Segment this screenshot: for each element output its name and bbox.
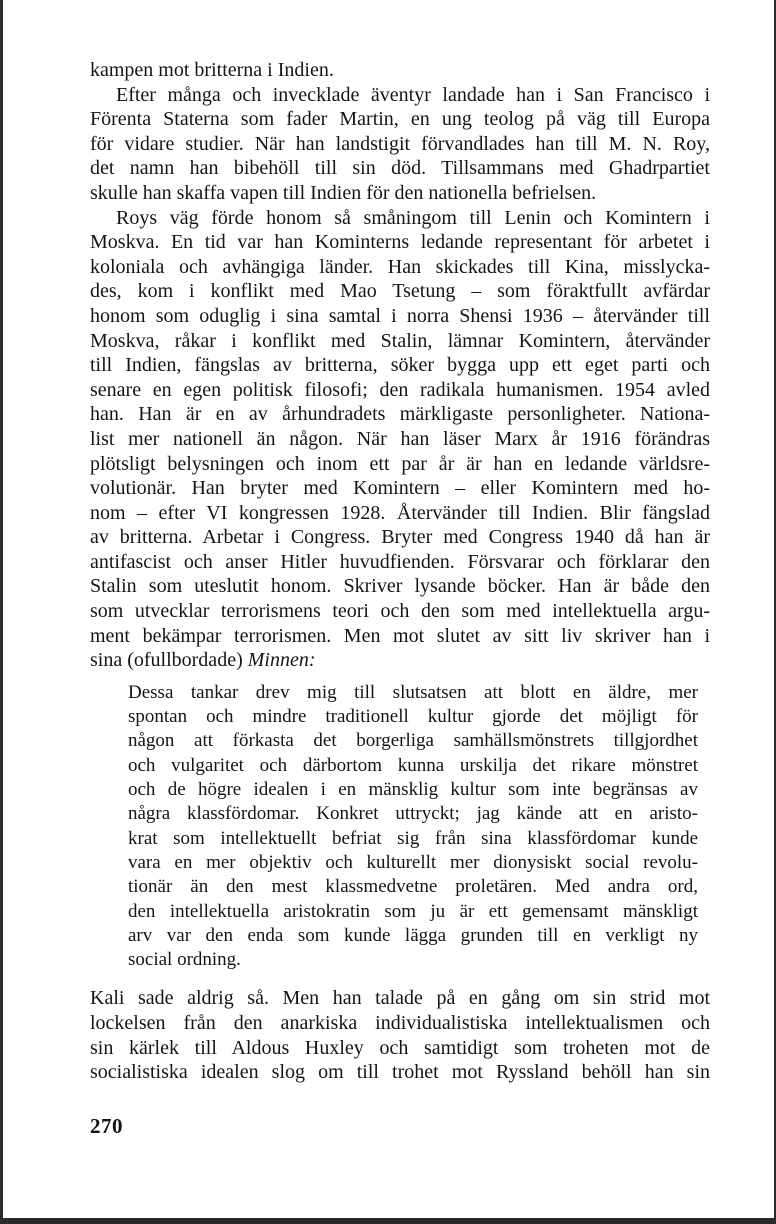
scan-border-bottom	[0, 1218, 776, 1224]
book-title: Minnen:	[247, 649, 316, 672]
text-line: Roys väg förde honom så småningom till Lenin och Komintern i	[116, 206, 710, 229]
paragraph-1	[90, 58, 710, 83]
text-line: skulle han skaffa vapen till Indien för den nationella befrielsen.	[90, 181, 597, 204]
block-quote	[128, 681, 698, 973]
text-line: Efter många och invecklade äventyr landade han i San Francisco i	[116, 83, 710, 106]
text-line: list mer nationell än någon. När han läser Marx år 1916 förändras	[90, 427, 710, 450]
text-line: antifascist och anser Hitler huvudfienden. Försvarar och förklarar den	[90, 550, 710, 573]
text-line: som utvecklar terrorismens teori och den som med intellektuella argu-	[90, 600, 710, 623]
quote-line: och de högre idealen i en mänsklig kultur som inte begränsas av	[128, 779, 698, 801]
text-line: för vidare studier. När han landstigit förvandlades han till M. N. Roy,	[90, 132, 710, 155]
quote-line: social ordning.	[128, 949, 241, 971]
quote-line: arv var den enda som kunde lägga grunden till en verkligt ny	[128, 924, 698, 946]
text-line: Moskva, råkar i konflikt med Stalin, lämnar Komintern, återvänder	[90, 329, 710, 352]
quote-line: någon att förkasta det borgerliga samhällsmönstrets tillgjordhet	[128, 730, 698, 752]
text-line: ment bekämpar terrorismen. Men mot slutet av sitt liv skriver han i	[90, 624, 710, 647]
quote-line: krat som intellektuellt befriat sig från sina klassfördomar kunde	[128, 827, 698, 849]
text-line: sin kärlek till Aldous Huxley och samtidigt som troheten mot de	[90, 1036, 710, 1059]
quote-line: tionär än den mest klassmedvetne proletären. Med andra ord,	[128, 876, 698, 898]
quote-line: den intellektuella aristokratin som ju är ett gemensamt mänskligt	[128, 900, 698, 922]
page-body	[90, 58, 710, 1085]
text-line: socialistiska idealen slog om till trohet mot Ryssland behöll han sin	[90, 1061, 710, 1084]
text-line: Stalin som uteslutit honom. Skriver lysande böcker. Han är både den	[90, 575, 710, 598]
text-line: nom – efter VI kongressen 1928. Återvänder till Indien. Blir fängslad	[90, 501, 710, 524]
text-line: han. Han är en av århundradets märkligaste personligheter. Nationa-	[90, 403, 710, 426]
text-line: Moskva. En tid var han Kominterns ledande representant för arbetet i	[90, 231, 710, 254]
text-run: sina (ofullbordade)	[90, 649, 248, 672]
text-line: senare en egen politisk filosofi; den radikala humanismen. 1954 avled	[90, 378, 710, 401]
page-number: 270	[90, 1114, 123, 1138]
text-line: Kali sade aldrig så. Men han talade på en gång om sin strid mot	[90, 987, 710, 1010]
paragraph-3	[90, 206, 710, 673]
quote-line: Dessa tankar drev mig till slutsatsen att blott en äldre, mer	[128, 681, 698, 703]
paragraph-2	[90, 83, 710, 206]
text-line	[90, 648, 710, 673]
paragraph-4	[90, 986, 710, 1084]
text-line: av britterna. Arbetar i Congress. Bryter med Congress 1940 då han är	[90, 526, 710, 549]
text-line: volutionär. Han bryter med Komintern – eller Komintern med ho-	[90, 477, 710, 500]
quote-line: och vulgaritet och därbortom kunna urskilja det rikare mönstret	[128, 754, 698, 776]
text-line: Förenta Staterna som fader Martin, en ung teolog på väg till Europa	[90, 108, 710, 131]
text-line: plötsligt belysningen och inom ett par år är han en ledande världsre-	[90, 452, 710, 475]
quote-line: några klassfördomar. Konkret uttryckt; jag kände att en aristo-	[128, 803, 698, 825]
text-line: lockelsen från den anarkiska individualistiska intellektualismen och	[90, 1012, 710, 1034]
quote-line: vara en mer objektiv och kulturellt mer dionysiskt social revolu-	[128, 851, 698, 873]
text-line: des, kom i konflikt med Mao Tsetung – som föraktfullt avfärdar	[90, 280, 710, 303]
text-line: till Indien, fängslas av britterna, söker bygga upp ett eget parti och	[90, 354, 710, 377]
text-line: kampen mot britterna i Indien.	[90, 59, 334, 81]
quote-line: spontan och mindre traditionell kultur gjorde det möjligt för	[128, 706, 698, 728]
text-line: det namn han bibehöll till sin död. Tillsammans med Ghadrpartiet	[90, 157, 710, 180]
scan-border-left	[0, 0, 3, 1224]
text-line: koloniala och avhängiga länder. Han skickades till Kina, misslycka-	[90, 255, 710, 278]
text-line: honom som oduglig i sina samtal i norra Shensi 1936 – återvänder till	[90, 304, 710, 327]
